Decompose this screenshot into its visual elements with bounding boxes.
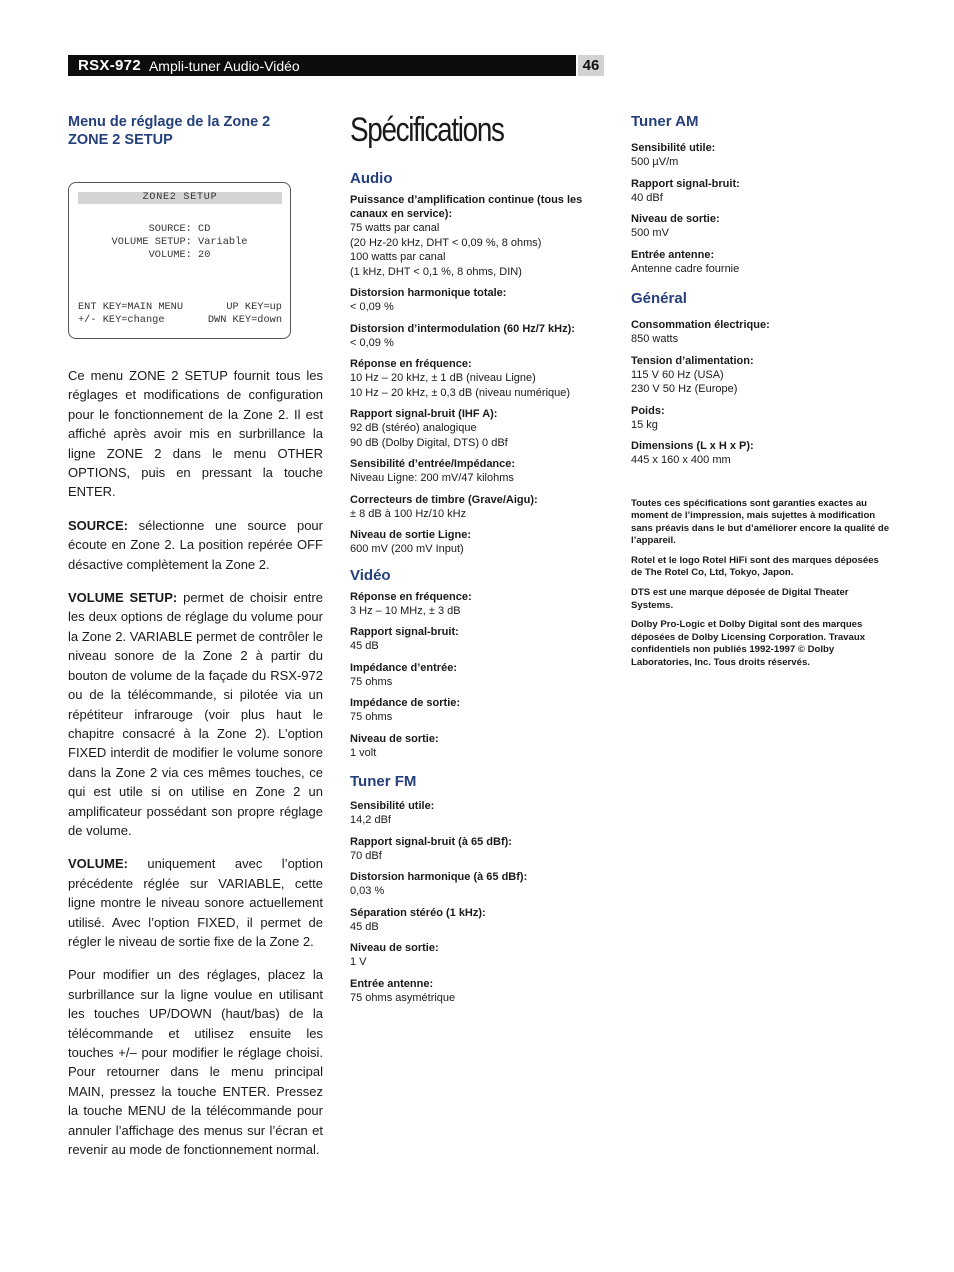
spec-value: 1 V: [350, 956, 367, 968]
spec-label: Poids:: [631, 404, 665, 417]
spec-value: < 0,09 %: [350, 301, 394, 313]
right-column: [631, 113, 891, 677]
spec-value: 40 dBf: [631, 191, 663, 204]
spec-value: 75 watts par canal: [350, 222, 440, 234]
section-title: [68, 113, 323, 149]
general-section: [631, 290, 891, 468]
spec-item: [631, 212, 891, 241]
spec-label: Réponse en fréquence:: [350, 358, 472, 370]
osd-footer-row1: [78, 301, 282, 314]
spec-item: [350, 870, 600, 899]
legal-note: DTS est une marque déposée de Digital Theater Systems.: [631, 587, 849, 611]
spec-label: Niveau de sortie:: [350, 942, 439, 954]
spec-value: 92 dB (stéréo) analogique: [350, 422, 477, 434]
spec-value: 445 x 160 x 400 mm: [631, 454, 731, 466]
spec-value: 1 volt: [350, 746, 377, 759]
spec-label: Rapport signal-bruit (à 65 dBf):: [350, 835, 512, 848]
spec-value: 100 watts par canal: [350, 251, 446, 263]
spec-value: 75 ohms asymétrique: [350, 991, 456, 1004]
fm-spec-list: [350, 799, 600, 1005]
osd-change-key: +/- KEY=change: [78, 314, 165, 326]
spec-label: Entrée antenne:: [350, 977, 434, 990]
volume-setup-label: VOLUME SETUP:: [68, 590, 178, 606]
spec-label: Rapport signal-bruit:: [631, 177, 740, 190]
osd-down-key: DWN KEY=down: [207, 314, 282, 326]
section-title-line1: Menu de réglage de la Zone 2: [68, 114, 271, 130]
spec-label: Sensibilité utile:: [631, 142, 716, 154]
spec-item: [350, 625, 600, 654]
spec-label: Distorsion harmonique (à 65 dBf):: [350, 871, 528, 883]
spec-item: [350, 590, 600, 619]
spec-value: 0,03 %: [350, 885, 385, 897]
spec-item: [350, 286, 600, 315]
general-spec-list: [631, 318, 891, 468]
am-spec-list: [631, 141, 891, 276]
osd-volume-setup-line: VOLUME SETUP: Variable: [111, 236, 248, 248]
spec-label: Réponse en fréquence:: [350, 590, 472, 603]
spec-item: [350, 799, 600, 828]
spec-label: Impédance de sortie:: [350, 697, 461, 709]
spec-value: 75 ohms: [350, 711, 393, 723]
spec-label: Sensibilité d’entrée/Impédance:: [350, 458, 516, 470]
spec-label: Distorsion harmonique totale:: [350, 287, 507, 299]
spec-item: [631, 404, 891, 433]
spec-item: [350, 977, 600, 1006]
header-subtitle: Ampli-tuner Audio-Vidéo: [148, 57, 300, 74]
spec-value: 230 V 50 Hz (Europe): [631, 383, 738, 395]
spec-label: Niveau de sortie Ligne:: [350, 529, 472, 541]
page-number: 46: [578, 55, 604, 76]
spec-value: < 0,09 %: [350, 336, 394, 349]
spec-label: Correcteurs de timbre (Grave/Aigu):: [350, 493, 538, 506]
spec-item: [631, 248, 891, 277]
spec-value: ± 8 dB à 100 Hz/10 kHz: [350, 507, 467, 520]
spec-item: [350, 835, 600, 864]
model-name: RSX-972: [78, 57, 141, 74]
spec-value: 14,2 dBf: [350, 814, 391, 826]
osd-screen: [68, 182, 291, 339]
spec-value: 115 V 60 Hz (USA): [631, 368, 724, 381]
audio-spec-list: [350, 193, 600, 557]
source-text: sélectionne une source pour écoute en Zone 2. La position repérée OFF désactive complètement la Zone 2.: [68, 517, 323, 572]
spec-label: Niveau de sortie:: [350, 732, 439, 745]
spec-label: Sensibilité utile:: [350, 800, 435, 812]
spec-item: [350, 906, 600, 935]
left-column: [68, 113, 323, 1173]
volume-label: VOLUME:: [68, 856, 128, 872]
specifications-title: Spécifications: [350, 111, 504, 149]
spec-label: Niveau de sortie:: [631, 213, 720, 225]
fm-heading: Tuner FM: [350, 773, 417, 790]
spec-label: Séparation stéréo (1 kHz):: [350, 906, 486, 919]
spec-value: 45 dB: [350, 640, 379, 652]
spec-label: Tension d’alimentation:: [631, 354, 754, 367]
legal-notes: [631, 498, 891, 670]
spec-label: Entrée antenne:: [631, 248, 715, 261]
spec-item: [350, 322, 600, 351]
spec-item: [350, 941, 600, 970]
spec-item: [631, 318, 891, 347]
spec-value: 850 watts: [631, 333, 679, 345]
osd-title: ZONE2 SETUP: [78, 192, 282, 204]
source-label: SOURCE:: [68, 517, 128, 533]
volume-setup-paragraph: [68, 588, 323, 840]
spec-value: 600 mV (200 mV Input): [350, 543, 464, 555]
spec-item: [631, 177, 891, 206]
general-heading: Général: [631, 290, 687, 307]
spec-item: [350, 732, 600, 761]
spec-item: [350, 493, 600, 522]
audio-heading: Audio: [350, 170, 393, 187]
legal-note: Toutes ces spécifications sont garanties exactes au moment de l’impression, mais sujettes à modification sans préavis dans le but d’améliorer encore la qualité de l’appareil.: [631, 497, 890, 547]
spec-value: 75 ohms: [350, 675, 393, 688]
legal-note: Rotel et le logo Rotel HiFi sont des marques déposées de The Rotel Co, Ltd, Tokyo, Japon.: [631, 554, 879, 579]
spec-value: 90 dB (Dolby Digital, DTS) 0 dBf: [350, 436, 508, 449]
video-section: [350, 567, 600, 761]
fm-section: [350, 773, 600, 1005]
spec-item: [631, 439, 891, 468]
spec-item: [350, 696, 600, 725]
osd-up-key: UP KEY=up: [226, 301, 282, 313]
spec-value: 45 dB: [350, 920, 379, 933]
osd-volume-line: VOLUME: 20: [148, 249, 211, 261]
spec-item: [350, 457, 600, 486]
spec-label: Consommation électrique:: [631, 319, 770, 331]
spec-value: Antenne cadre fournie: [631, 262, 740, 275]
spec-label: Distorsion d’intermodulation (60 Hz/7 kHz):: [350, 322, 575, 335]
spec-value: 500 µV/m: [631, 156, 679, 168]
spec-label: Impédance d’entrée:: [350, 661, 457, 674]
spec-value: 70 dBf: [350, 849, 382, 862]
body-paragraphs: [68, 366, 323, 1159]
spec-value: 15 kg: [631, 418, 658, 431]
video-spec-list: [350, 590, 600, 761]
spec-value: (1 kHz, DHT < 0,1 %, 8 ohms, DIN): [350, 265, 522, 278]
video-heading: Vidéo: [350, 566, 391, 584]
spec-item: [350, 528, 600, 557]
osd-ent-key: ENT KEY=MAIN MENU: [78, 301, 184, 313]
section-title-line2: ZONE 2 SETUP: [68, 132, 173, 148]
spec-value: Niveau Ligne: 200 mV/47 kilohms: [350, 472, 514, 484]
volume-setup-text: permet de choisir entre les deux options de réglage du volume pour la Zone 2. VARIABLE permet de contrôler le niveau sonore de la Zone 2 à partir du bouton de volume de la façade du RSX-972 ou de la télécommande, si pilotée via un répétiteur infrarouge (voir plus haut le chapitre consacré à la Zone 2). L’option FIXED interdit de modifier le volume sonore dans la Zone 2 via ces mêmes touches, ce qui est utile si on utilise en Zone 2 un amplificateur possédant son propre réglage de volume.: [68, 590, 323, 838]
spec-item: [350, 407, 600, 450]
source-paragraph: [68, 516, 323, 574]
middle-column: [350, 110, 600, 1012]
am-heading: Tuner AM: [631, 113, 699, 130]
legal-note: Dolby Pro-Logic et Dolby Digital sont des marques déposées de Dolby Licensing Corporation. Travaux confidentiels non publiés 1992-1997 © Dolby Laboratories, Inc. Tous droits réservés.: [631, 619, 866, 669]
spec-label: Rapport signal-bruit:: [350, 626, 459, 638]
instructions-paragraph: Pour modifier un des réglages, placez la surbrillance sur la ligne voulue en utilisant les touches UP/DOWN (haut/bas) de la télécommande et utilisez ensuite les touches +/– pour modifier le réglage choisi. Pour retourner dans le menu principal MAIN, pressez la touche ENTER. Pressez la touche MENU de la télécommande pour annuler l’affichage des menus sur l’écran et revenir au mode de fonctionnement normal.: [68, 967, 323, 1158]
spec-value: 10 Hz – 20 kHz, ± 0,3 dB (niveau numérique): [350, 386, 571, 399]
spec-item: [631, 354, 891, 397]
spec-value: 10 Hz – 20 kHz, ± 1 dB (niveau Ligne): [350, 372, 536, 384]
spec-value: 3 Hz – 10 MHz, ± 3 dB: [350, 604, 461, 617]
spec-label: Rapport signal-bruit (IHF A):: [350, 408, 498, 420]
spec-label: Dimensions (L x H x P):: [631, 440, 754, 452]
spec-value: (20 Hz-20 kHz, DHT < 0,09 %, 8 ohms): [350, 236, 542, 249]
spec-item: [350, 661, 600, 690]
page-header: [68, 55, 576, 76]
volume-text: uniquement avec l’option précédente réglée sur VARIABLE, cette ligne montre le niveau sonore actuellement utilisé. Avec l’option FIXED, il permet de régler le niveau de sortie fixe de la Zone 2.: [68, 856, 323, 949]
osd-footer-row2: [78, 314, 282, 327]
intro-paragraph: Ce menu ZONE 2 SETUP fournit tous les réglages et modifications de configuration pour le fonctionnement de la Zone 2. Il est affiché après avoir mis en surbrillance la ligne ZONE 2 dans le menu OTHER OPTIONS, puis en pressant la touche ENTER.: [68, 368, 323, 500]
spec-item: [631, 141, 891, 170]
osd-source-line: SOURCE: CD: [148, 223, 211, 235]
spec-item: [350, 357, 600, 400]
spec-label: Puissance d’amplification continue (tous les canaux en service):: [350, 194, 583, 220]
spec-item: [350, 193, 600, 279]
am-section: [631, 113, 891, 276]
volume-paragraph: [68, 854, 323, 951]
audio-section: [350, 170, 600, 557]
spec-value: 500 mV: [631, 227, 669, 239]
